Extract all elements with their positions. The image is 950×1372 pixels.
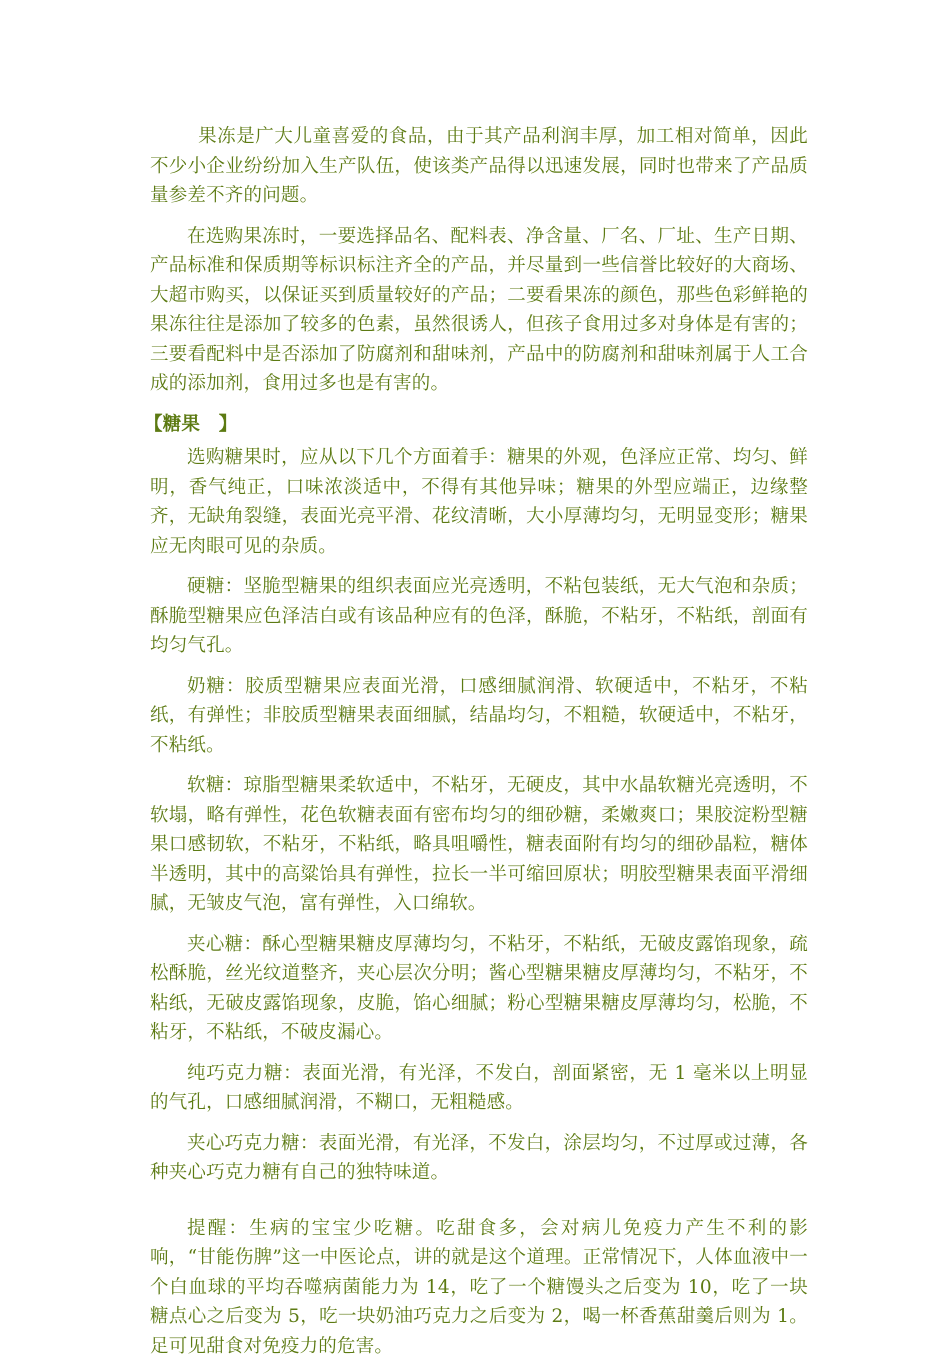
- paragraph-milk-candy: 奶糖：胶质型糖果应表面光滑，口感细腻润滑、软硬适中，不粘牙，不粘纸，有弹性；非胶质型糖果表面细腻，结晶均匀，不粗糙，软硬适中，不粘牙，不粘纸。: [150, 675, 808, 756]
- paragraph-jelly-buying-tips: 在选购果冻时，一要选择品名、配料表、净含量、厂名、厂址、生产日期、产品标准和保质期等标识标注齐全的产品，并尽量到一些信誉比较好的大商场、大超市购买，以保证买到质量较好的产品；二要看果冻的颜色，那些色彩鲜艳的果冻往往是添加了较多的色素，虽然很诱人，但孩子食用过多对身体是有害的；三要看配料中是否添加了防腐剂和甜味剂，产品中的防腐剂和甜味剂属于人工合成的添加剂，食用过多也是有害的。: [150, 225, 808, 394]
- paragraph-soft-candy: 软糖：琼脂型糖果柔软适中，不粘牙，无硬皮，其中水晶软糖光亮透明，不软塌，略有弹性，花色软糖表面有密布均匀的细砂糖，柔嫩爽口；果胶淀粉型糖果口感韧软，不粘牙，不粘纸，略具咀嚼性，糖表面附有均匀的细砂晶粒，糖体半透明，其中的高粱饴具有弹性，拉长一半可缩回原状；明胶型糖果表面平滑细腻，无皱皮气泡，富有弹性，入口绵软。: [150, 775, 808, 914]
- paragraph-candy-general: 选购糖果时，应从以下几个方面着手：糖果的外观，色泽应正常、均匀、鲜明，香气纯正，口味浓淡适中，不得有其他异味；糖果的外型应端正，边缘整齐，无缺角裂缝，表面光亮平滑、花纹清晰，大小厚薄均匀，无明显变形；糖果应无肉眼可见的杂质。: [150, 447, 808, 557]
- paragraph-pure-chocolate: 纯巧克力糖：表面光滑，有光泽，不发白，剖面紧密，无 1 毫米以上明显的气孔，口感细腻润滑，不糊口，无粗糙感。: [150, 1062, 808, 1113]
- section-heading-candy: 【糖果 】: [144, 413, 238, 435]
- paragraph-jelly-intro: 果冻是广大儿童喜爱的食品，由于其产品利润丰厚，加工相对简单，因此不少小企业纷纷加入生产队伍，使该类产品得以迅速发展，同时也带来了产品质量参差不齐的问题。: [150, 126, 808, 206]
- paragraph-reminder: 提醒：生病的宝宝少吃糖。吃甜食多，会对病儿免疫力产生不利的影响，“甘能伤脾”这一中医论点，讲的就是这个道理。正常情况下，人体血液中一个白血球的平均吞噬病菌能力为 14，吃了一个糖馒头之后变为 10，吃了一块糖点心之后变为 5，吃一块奶油巧克力之后变为 2，喝一杯香蕉甜羹后则为 1。足可见甜食对免疫力的危害。: [150, 1217, 808, 1357]
- paragraph-hard-candy: 硬糖：坚脆型糖果的组织表面应光亮透明，不粘包装纸，无大气泡和杂质；酥脆型糖果应色泽洁白或有该品种应有的色泽，酥脆，不粘牙，不粘纸，剖面有均匀气孔。: [150, 576, 808, 656]
- paragraph-filled-candy: 夹心糖：酥心型糖果糖皮厚薄均匀，不粘牙，不粘纸，无破皮露馅现象，疏松酥脆，丝光纹道整齐，夹心层次分明；酱心型糖果糖皮厚薄均匀，不粘牙，不粘纸，无破皮露馅现象，皮脆，馅心细腻；粉心型糖果糖皮厚薄均匀，松脆，不粘牙，不粘纸，不破皮漏心。: [150, 933, 808, 1043]
- paragraph-filled-chocolate: 夹心巧克力糖：表面光滑，有光泽，不发白，涂层均匀，不过厚或过薄，各种夹心巧克力糖有自己的独特味道。: [150, 1132, 808, 1183]
- document-body: [144, 122, 808, 1372]
